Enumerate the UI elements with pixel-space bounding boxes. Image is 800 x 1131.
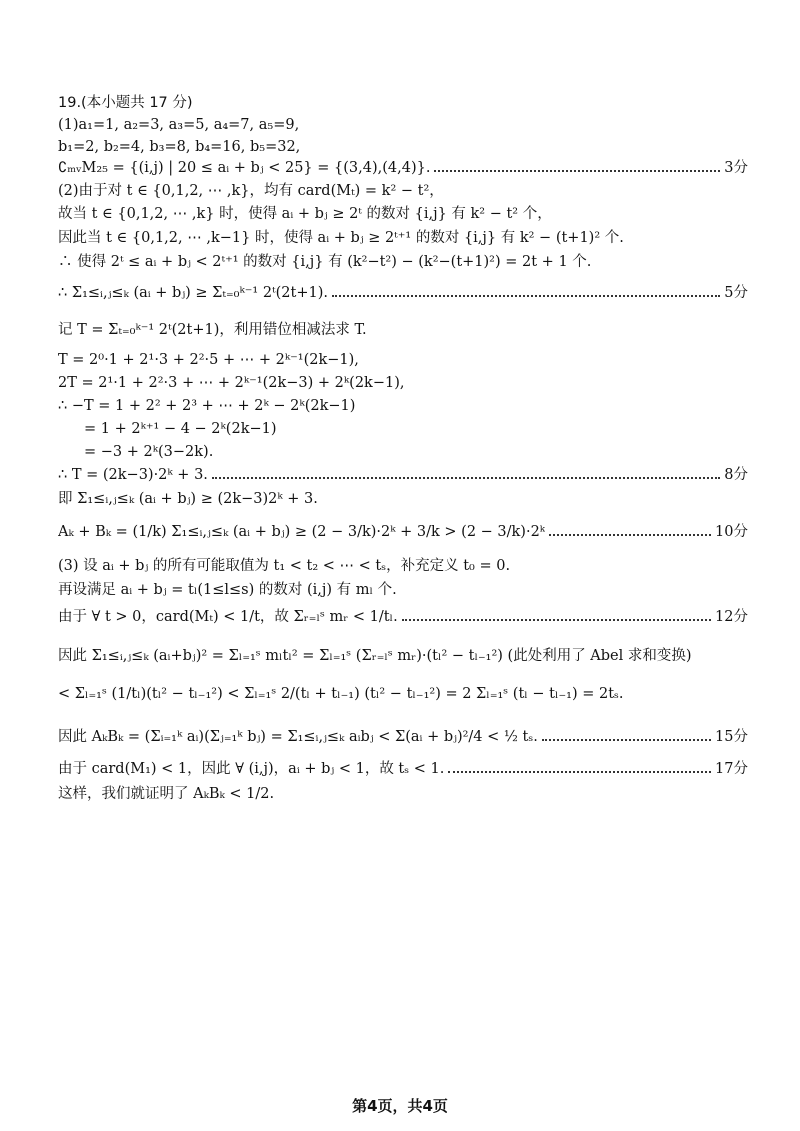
score-mark: 15分 [715,729,748,745]
solution-line [58,465,748,485]
page-footer: 第4页，共4页 [352,1097,448,1115]
line-text: ∁ₘᵥM₂₅ = {(i,j) | 20 ≤ aᵢ + bⱼ < 25} = {(3,4),(4,4)}. [58,160,431,176]
problem-heading: 19.(本小题共 17 分) [58,95,193,111]
solution-line [58,784,748,804]
line-text: 故当 t ∈ {0,1,2, ⋯ ,k} 时，使得 aᵢ + bⱼ ≥ 2ᵗ 的数对 {i,j} 有 k² − t² 个， [58,206,552,222]
line-text: = −3 + 2ᵏ(3−2k). [84,444,214,460]
score-mark: 17分 [715,761,748,777]
line-text: = 1 + 2ᵏ⁺¹ − 4 − 2ᵏ(2k−1) [84,421,277,437]
solution-line [58,350,748,370]
solution-line [58,158,748,178]
dotted-leader [434,170,720,172]
line-text: ∴ Σ₁≤ᵢ,ⱼ≤ₖ (aᵢ + bⱼ) ≥ Σₜ₌₀ᵏ⁻¹ 2ᵗ(2t+1). [58,285,328,301]
dotted-leader [332,295,720,297]
line-text: T = 2⁰·1 + 2¹·3 + 2²·5 + ⋯ + 2ᵏ⁻¹(2k−1), [58,352,359,368]
line-text: 2T = 2¹·1 + 2²·3 + ⋯ + 2ᵏ⁻¹(2k−3) + 2ᵏ(2k−1), [58,375,405,391]
line-text: ∴ 使得 2ᵗ ≤ aᵢ + bⱼ < 2ᵗ⁺¹ 的数对 {i,j} 有 (k²−t²) − (k²−(t+1)²) = 2t + 1 个. [58,254,592,270]
solution-line [58,228,748,248]
solution-line [84,419,774,439]
line-text: 由于 card(M₁) < 1，因此 ∀ (i,j)，aᵢ + bⱼ < 1，故 tₛ < 1. [58,761,445,777]
dotted-leader [549,534,711,536]
solution-line [58,396,748,416]
solution-line [58,646,748,666]
solution-line [58,320,748,340]
line-text: b₁=2, b₂=4, b₃=8, b₄=16, b₅=32, [58,139,301,155]
line-text: 因此当 t ∈ {0,1,2, ⋯ ,k−1} 时，使得 aᵢ + bⱼ ≥ 2ᵗ⁺¹ 的数对 {i,j} 有 k² − (t+1)² 个. [58,230,624,246]
line-text: Aₖ + Bₖ = (1/k) Σ₁≤ᵢ,ⱼ≤ₖ (aᵢ + bⱼ) ≥ (2 − 3/k)·2ᵏ + 3/k > (2 − 3/k)·2ᵏ [58,524,546,540]
solution-line [58,115,748,135]
line-text: ∴ −T = 1 + 2² + 2³ + ⋯ + 2ᵏ − 2ᵏ(2k−1) [58,398,356,414]
solution-line [58,252,748,272]
score-mark: 8分 [724,467,748,483]
solution-line [58,489,748,509]
score-mark: 5分 [724,285,748,301]
solution-line [58,137,748,157]
solution-line [84,442,774,462]
line-text: (3) 设 aᵢ + bⱼ 的所有可能取值为 t₁ < t₂ < ⋯ < tₛ，补充定义 t₀ = 0. [58,558,511,574]
solution-line [58,580,748,600]
line-text: 因此 Σ₁≤ᵢ,ⱼ≤ₖ (aᵢ+bⱼ)² = Σₗ₌₁ˢ mₗtₗ² = Σₗ₌₁ˢ (Σᵣ₌ₗˢ mᵣ)·(tₗ² − tₗ₋₁²) (此处利用了 Abel 求和变换) [58,648,692,664]
solution-line [58,727,748,747]
line-text: (1)a₁=1, a₂=3, a₃=5, a₄=7, a₅=9, [58,117,300,133]
line-text: (2)由于对 t ∈ {0,1,2, ⋯ ,k}，均有 card(Mₜ) = k² − t²， [58,183,444,199]
solution-line [58,759,748,779]
solution-line [58,684,748,704]
score-mark: 10分 [715,524,748,540]
dotted-leader [402,619,711,621]
solution-line [58,283,748,303]
dotted-leader [542,739,711,741]
score-mark: 3分 [724,160,748,176]
line-text: ∴ T = (2k−3)·2ᵏ + 3. [58,467,208,483]
solution-line [58,522,748,542]
line-text: 即 Σ₁≤ᵢ,ⱼ≤ₖ (aᵢ + bⱼ) ≥ (2k−3)2ᵏ + 3. [58,491,318,507]
dotted-leader [212,477,720,479]
score-mark: 12分 [715,609,748,625]
solution-line [58,607,748,627]
line-text: 由于 ∀ t > 0，card(Mₜ) < 1/t，故 Σᵣ₌ₗˢ mᵣ < 1/tₗ. [58,609,398,625]
solution-line [58,181,748,201]
line-text: 因此 AₖBₖ = (Σᵢ₌₁ᵏ aᵢ)(Σⱼ₌₁ᵏ bⱼ) = Σ₁≤ᵢ,ⱼ≤ₖ aᵢbⱼ < Σ(aᵢ + bⱼ)²/4 < ½ tₛ. [58,729,538,745]
line-text: 再设满足 aᵢ + bⱼ = tₗ(1≤l≤s) 的数对 (i,j) 有 mₗ 个. [58,582,397,598]
dotted-leader [448,771,711,773]
line-text: 记 T = Σₜ₌₀ᵏ⁻¹ 2ᵗ(2t+1)，利用错位相减法求 T. [58,322,367,338]
line-text: 这样，我们就证明了 AₖBₖ < 1/2. [58,786,275,802]
line-text: < Σₗ₌₁ˢ (1/tₗ)(tₗ² − tₗ₋₁²) < Σₗ₌₁ˢ 2/(tₗ + tₗ₋₁) (tₗ² − tₗ₋₁²) = 2 Σₗ₌₁ˢ (tₗ − tₗ₋₁) = 2tₛ. [58,686,624,702]
solution-line [58,556,748,576]
solution-line [58,204,748,224]
solution-line [58,373,748,393]
